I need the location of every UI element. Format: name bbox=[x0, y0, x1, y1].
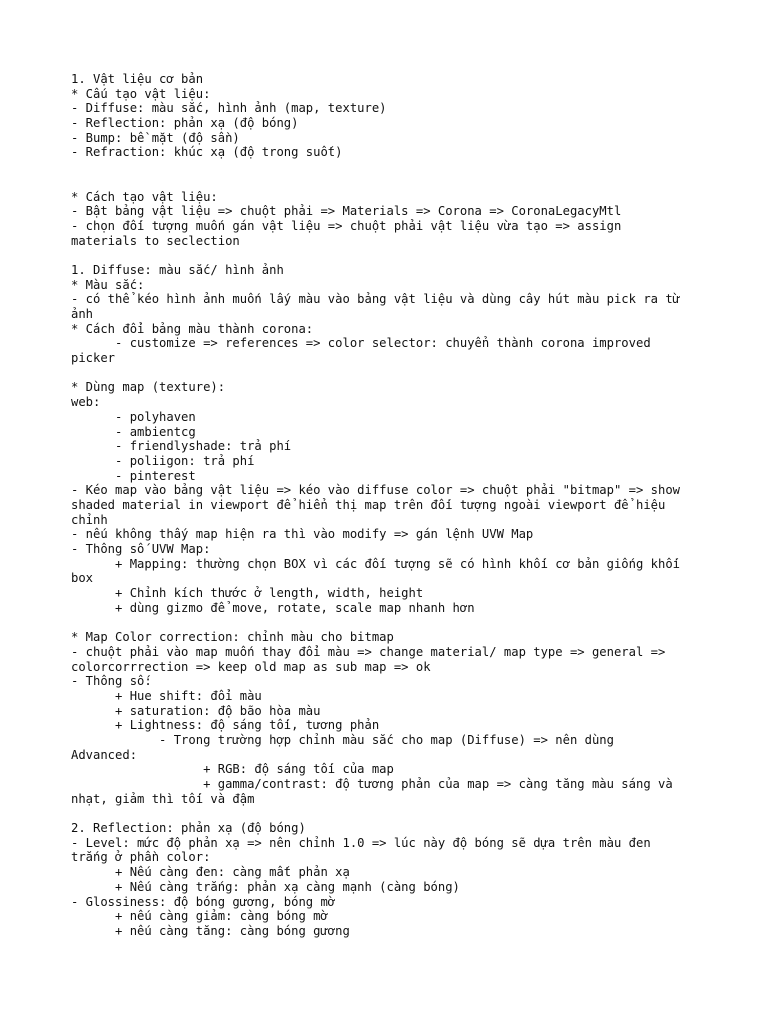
document-line: * Màu sắc: bbox=[71, 277, 145, 292]
document-line: - polyhaven bbox=[71, 409, 196, 424]
document-line: 1. Diffuse: màu sắc/ hình ảnh bbox=[71, 262, 284, 277]
document-line bbox=[71, 175, 711, 190]
document-line: - chọn đối tượng muốn gán vật liệu => chuột phải vật liệu vừa tạo => assign bbox=[71, 218, 622, 233]
document-line: - chuột phải vào map muốn thay đổi màu => change material/ map type => general => bbox=[71, 644, 666, 659]
document-line: + Chỉnh kích thước ở length, width, height bbox=[71, 586, 424, 601]
document-line: - Thông số UVW Map: bbox=[71, 542, 211, 556]
document-line: materials to seclection bbox=[71, 233, 240, 248]
document-line: - Bật bảng vật liệu => chuột phải => Materials => Corona => CoronaLegacyMtl bbox=[71, 204, 622, 219]
document-line: 2. Reflection: phản xạ (độ bóng) bbox=[71, 821, 306, 836]
document-line: picker bbox=[71, 351, 116, 366]
document-line: + saturation: độ bão hòa màu bbox=[71, 703, 321, 718]
document-body bbox=[71, 72, 711, 939]
document-line: - Reflection: phản xạ (độ bóng) bbox=[71, 116, 299, 131]
document-line: - Diffuse: màu sắc, hình ảnh (map, texture) bbox=[71, 101, 387, 116]
document-line: - có thể kéo hình ảnh muốn lấy màu vào bảng vật liệu và dùng cây hút màu pick ra từ bbox=[71, 292, 681, 307]
document-line bbox=[71, 366, 711, 381]
document-line: nhạt, giảm thì tối và đậm bbox=[71, 791, 255, 806]
document-line: * Cách đổi bảng màu thành corona: bbox=[71, 321, 314, 336]
document-line: - customize => references => color selector: chuyển thành corona improved bbox=[71, 336, 651, 351]
document-line: web: bbox=[71, 395, 101, 410]
document-line: - Bump: bề mặt (độ sần) bbox=[71, 130, 240, 145]
document-line: - friendlyshade: trả phí bbox=[71, 439, 292, 454]
document-line: + RGB: độ sáng tối của map bbox=[71, 762, 394, 777]
document-line bbox=[71, 160, 711, 175]
document-line: + Nếu càng trắng: phản xạ càng mạnh (càng bóng) bbox=[71, 879, 460, 894]
document-line: - Trong trường hợp chỉnh màu sắc cho map (Diffuse) => nên dùng bbox=[71, 732, 614, 747]
document-line: * Map Color correction: chỉnh màu cho bitmap bbox=[71, 630, 394, 645]
document-line: - Glossiness: độ bóng gương, bóng mờ bbox=[71, 894, 336, 909]
document-line: - poliigon: trả phí bbox=[71, 453, 255, 468]
document-line: Advanced: bbox=[71, 747, 138, 762]
document-line bbox=[71, 615, 711, 630]
document-line: shaded material in viewport để hiển thị map trên đối tượng ngoài viewport để hiệu bbox=[71, 497, 666, 512]
document-line: + gamma/contrast: độ tương phản của map => càng tăng màu sáng và bbox=[71, 777, 673, 791]
document-line: box bbox=[71, 571, 94, 586]
document-line: 1. Vật liệu cơ bản bbox=[71, 72, 204, 86]
document-line: - Refraction: khúc xạ (độ trong suốt) bbox=[71, 145, 343, 160]
document-line: + Nếu càng đen: càng mất phản xạ bbox=[71, 865, 350, 880]
document-line: * Cách tạo vật liệu: bbox=[71, 189, 218, 204]
document-line: ảnh bbox=[71, 307, 94, 321]
document-line: chỉnh bbox=[71, 512, 108, 527]
document-line: + Mapping: thường chọn BOX vì các đối tượng sẽ có hình khối cơ bản giống khối bbox=[71, 556, 681, 571]
document-line: - pinterest bbox=[71, 468, 196, 483]
document-line: - Kéo map vào bảng vật liệu => kéo vào diffuse color => chuột phải "bitmap" => show bbox=[71, 483, 681, 498]
document-line: * Dùng map (texture): bbox=[71, 380, 226, 395]
document-line bbox=[71, 248, 711, 263]
document-line: + dùng gizmo để move, rotate, scale map nhanh hơn bbox=[71, 600, 475, 615]
document-line: + Lightness: độ sáng tối, tương phản bbox=[71, 718, 380, 733]
document-line: - Thông số: bbox=[71, 674, 152, 689]
document-line: - nếu không thấy map hiện ra thì vào modify => gán lệnh UVW Map bbox=[71, 527, 534, 542]
document-line: + nếu càng tăng: càng bóng gương bbox=[71, 923, 350, 938]
document-line: - ambientcg bbox=[71, 424, 196, 439]
document-line: + nếu càng giảm: càng bóng mờ bbox=[71, 909, 328, 924]
document-line: trắng ở phần color: bbox=[71, 850, 211, 865]
document-line: - Level: mức độ phản xạ => nên chỉnh 1.0 => lúc này độ bóng sẽ dựa trên màu đen bbox=[71, 835, 651, 850]
document-line: * Cấu tạo vật liệu: bbox=[71, 86, 211, 101]
document-line: colorcorrrection => keep old map as sub map => ok bbox=[71, 659, 431, 674]
document-line: + Hue shift: đổi màu bbox=[71, 688, 262, 703]
document-line bbox=[71, 806, 711, 821]
